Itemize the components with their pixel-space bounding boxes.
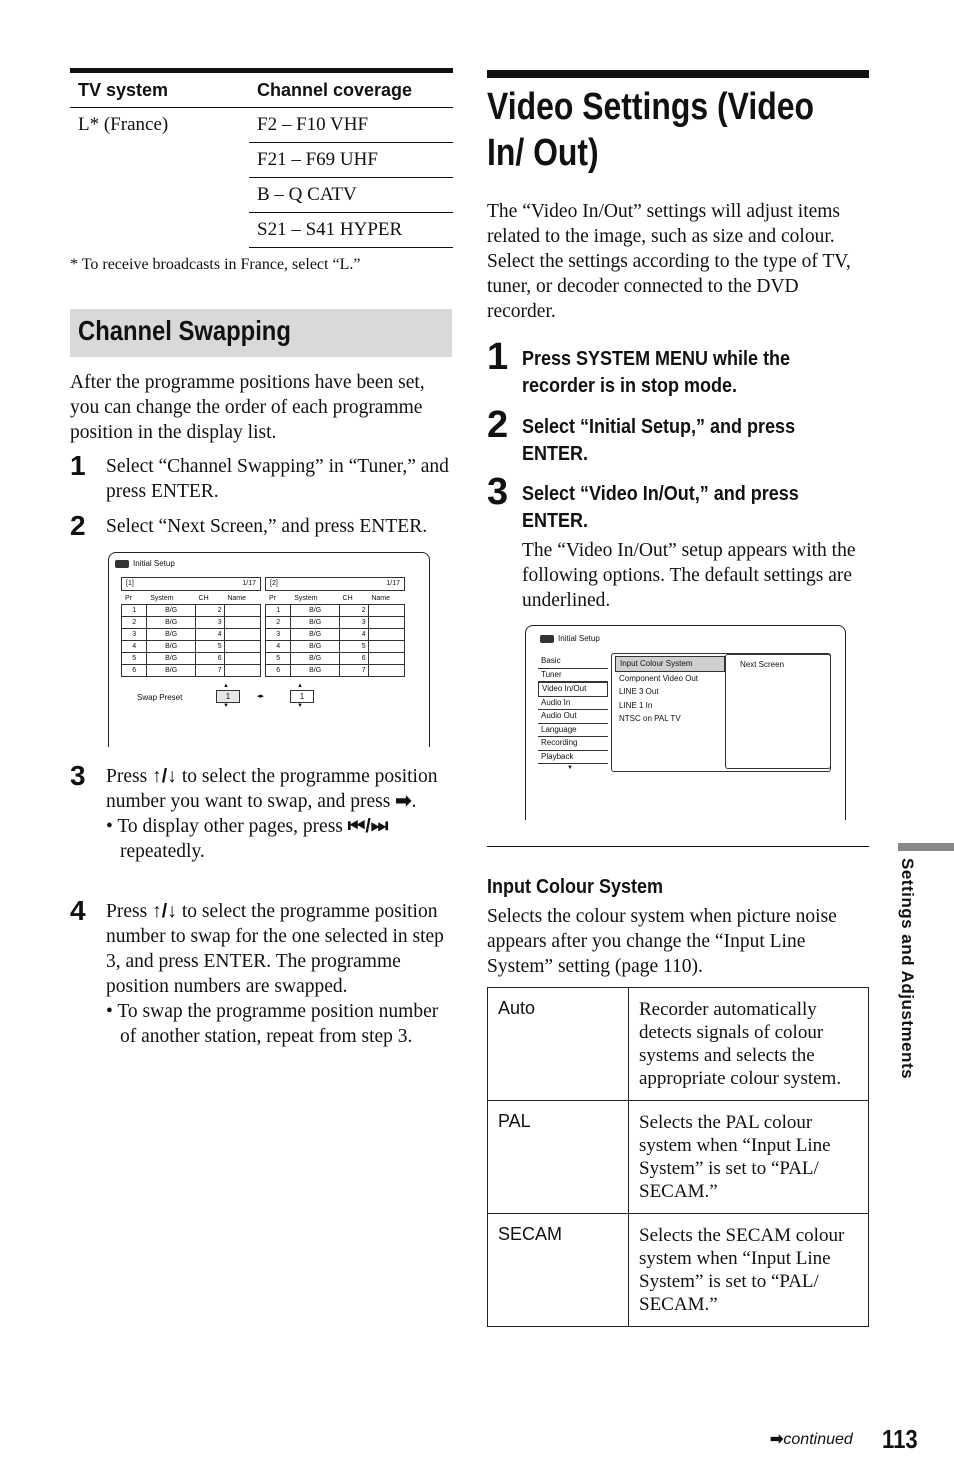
cell-name: [368, 629, 404, 641]
panel-header: [265, 577, 405, 591]
cell-name: [368, 605, 404, 617]
step-4-text: [106, 899, 451, 1049]
option-value: Selects the PAL colour system when “Input Line System” is set to “PAL/ SECAM.”: [629, 1101, 869, 1214]
cell-name: [224, 653, 260, 665]
column-header: Name: [227, 595, 247, 602]
page-title: Video Settings (Video In/ Out): [487, 86, 814, 174]
menu-item[interactable]: Audio Out: [538, 710, 608, 724]
cell-sys: B/G: [147, 641, 195, 653]
column-headers: [265, 594, 405, 604]
cell-pr: 2: [266, 617, 291, 629]
prev-next-icon: ⏮/⏭: [347, 815, 389, 837]
option-item[interactable]: NTSC on PAL TV: [619, 714, 681, 723]
options-panel: [611, 653, 831, 772]
cell-name: [368, 653, 404, 665]
menu-item[interactable]: Basic: [538, 655, 608, 669]
right-arrow-icon: ➡: [395, 790, 412, 812]
up-down-arrow-icon: ↑/↓: [152, 765, 177, 787]
cell-ch: 7: [195, 665, 224, 677]
cell-sys: B/G: [147, 605, 195, 617]
channel-table: [265, 604, 405, 677]
cell-sys: B/G: [291, 629, 339, 641]
up-arrow-icon: ▲: [223, 683, 229, 689]
option-key: PAL: [488, 1101, 629, 1214]
cell-ch: 5: [339, 641, 368, 653]
cell-pr: 2: [122, 617, 147, 629]
cell-sys: B/G: [291, 641, 339, 653]
step-text: Press: [106, 901, 153, 922]
step-line: Select “Video In/Out,” and press: [522, 483, 799, 505]
cell-pr: 5: [122, 653, 147, 665]
side-tab-label: Settings and Adjustments: [898, 858, 917, 1080]
channel-swap-screen: [108, 552, 430, 747]
next-screen-option[interactable]: Next Screen: [740, 660, 785, 669]
table-row[interactable]: [122, 617, 261, 629]
column-headers: [121, 594, 261, 604]
panel-label: [2]: [270, 580, 278, 587]
cell-name: [368, 641, 404, 653]
table-row[interactable]: [266, 629, 405, 641]
step-text: Select “Next Screen,” and press ENTER.: [106, 516, 428, 537]
option-item[interactable]: Input Colour System: [615, 656, 725, 672]
table-row[interactable]: [122, 653, 261, 665]
step-number: 2: [487, 404, 509, 446]
screen-title: Initial Setup: [558, 634, 600, 643]
bullet-text: repeatedly.: [120, 841, 205, 862]
cell-pr: 4: [122, 641, 147, 653]
step-3-description: The “Video In/Out” setup appears with the following options. The default settings are underlined.: [522, 540, 856, 611]
step-line: ENTER.: [522, 510, 589, 532]
step-number: 3: [487, 471, 509, 513]
menu-item[interactable]: Tuner: [538, 669, 608, 683]
channel-swapping-intro: After the programme positions have been set, you can change the order of each programme position in the display list.: [70, 372, 425, 443]
channel-swapping-header: [70, 309, 452, 357]
cell-pr: 4: [266, 641, 291, 653]
up-arrow-icon: ▲: [297, 683, 303, 689]
input-colour-description: Selects the colour system when picture noise appears after you change the “Input Line System” setting (page 110).: [487, 906, 837, 977]
bullet-text: • To display other pages, press: [106, 816, 348, 837]
step-bullet: [106, 814, 451, 864]
column-header: Pr: [269, 595, 276, 602]
panel-header: [121, 577, 261, 591]
step-line: Select “Initial Setup,” and press: [522, 416, 796, 438]
column-header: System: [150, 595, 174, 602]
cell-pr: 3: [122, 629, 147, 641]
cell-ch: 6: [195, 653, 224, 665]
cell-name: [224, 641, 260, 653]
cell-pr: 6: [122, 665, 147, 677]
page-number: 113: [882, 1424, 918, 1454]
down-arrow-icon: ▼: [567, 765, 573, 771]
swap-panel: [265, 577, 405, 677]
table-row[interactable]: [266, 653, 405, 665]
tv-table-footnote: * To receive broadcasts in France, select “L.”: [70, 256, 361, 273]
table-row[interactable]: [266, 617, 405, 629]
continued-arrow-icon: ➡: [770, 1431, 784, 1448]
cell-name: [368, 665, 404, 677]
cell-name: [368, 617, 404, 629]
coverage-cell: F21 – F69 UHF: [249, 143, 453, 178]
menu-item[interactable]: Recording: [538, 737, 608, 751]
option-item[interactable]: Component Video Out: [619, 673, 699, 683]
cell-ch: 4: [339, 629, 368, 641]
table-row[interactable]: [266, 641, 405, 653]
title-rule: [487, 70, 869, 78]
video-in-out-screen: [525, 625, 846, 820]
tv-system-section: [70, 68, 453, 274]
step-heading: [522, 346, 790, 400]
toolbox-icon: [115, 560, 129, 568]
column-header: Name: [371, 595, 391, 602]
step-line: ENTER.: [522, 443, 589, 465]
menu-item[interactable]: Language: [538, 724, 608, 738]
swap-panel: [121, 577, 261, 677]
step-heading: [522, 481, 799, 535]
panel-page: 1/17: [386, 580, 400, 587]
cell-sys: B/G: [147, 665, 195, 677]
cell-ch: 2: [195, 605, 224, 617]
cell-sys: B/G: [147, 617, 195, 629]
cell-ch: 5: [195, 641, 224, 653]
screen-header: [540, 634, 600, 643]
input-colour-heading: Input Colour System: [487, 876, 664, 898]
continued-note: [770, 1429, 853, 1449]
step-line: recorder is in stop mode.: [522, 375, 738, 397]
cell-pr: 5: [266, 653, 291, 665]
screen-title: Initial Setup: [133, 559, 175, 568]
cell-sys: B/G: [291, 653, 339, 665]
step-line: Press SYSTEM MENU while the: [522, 348, 791, 370]
step-number: 2: [70, 510, 86, 541]
table-row[interactable]: [122, 605, 261, 617]
cell-sys: B/G: [291, 605, 339, 617]
up-down-arrow-icon: ↑/↓: [152, 900, 177, 922]
column-header: Pr: [125, 595, 132, 602]
cell-name: [224, 665, 260, 677]
step-text: to select the programme position number you want to swap, and press: [106, 766, 438, 812]
section-title: Channel Swapping: [78, 315, 291, 346]
cell-ch: 7: [339, 665, 368, 677]
table-row[interactable]: [266, 665, 405, 677]
cell-pr: 3: [266, 629, 291, 641]
coverage-cell: B – Q CATV: [249, 178, 453, 213]
option-key: SECAM: [488, 1214, 629, 1327]
table-row[interactable]: [122, 641, 261, 653]
option-item[interactable]: LINE 1 In: [619, 700, 653, 710]
step-number: 4: [70, 895, 86, 926]
tv-system-cell: L* (France): [78, 114, 169, 135]
table-row[interactable]: [122, 665, 261, 677]
step-3-text: [106, 764, 451, 864]
option-value: Selects the SECAM colour system when “Input Line System” is set to “PAL/ SECAM.”: [629, 1214, 869, 1327]
coverage-cell: F2 – F10 VHF: [249, 108, 453, 143]
cell-pr: 1: [266, 605, 291, 617]
panel-page: 1/17: [242, 580, 256, 587]
cell-ch: 3: [195, 617, 224, 629]
col-header-tv-system: TV system: [70, 71, 249, 108]
step-heading: [522, 414, 795, 468]
column-header: CH: [342, 595, 353, 602]
step-number: 1: [487, 336, 509, 378]
tv-system-table: [70, 68, 453, 248]
cell-ch: 3: [339, 617, 368, 629]
menu-item[interactable]: Playback: [538, 751, 608, 765]
table-row[interactable]: [266, 605, 405, 617]
menu-item[interactable]: Video In/Out: [538, 682, 608, 697]
swap-preset-label: Swap Preset: [137, 693, 183, 702]
video-settings-intro: The “Video In/Out” settings will adjust items related to the image, such as size and colour. Select the settings according to the type of TV, tuner, or decoder connected to the DVD recorder.: [487, 201, 851, 322]
coverage-cell: S21 – S41 HYPER: [249, 213, 453, 248]
cell-ch: 2: [339, 605, 368, 617]
down-arrow-icon: ▼: [297, 703, 303, 709]
step-bullet: • To swap the programme position number of another station, repeat from step 3.: [106, 1001, 439, 1047]
continued-text: continued: [783, 1431, 853, 1448]
screen-header: [115, 559, 175, 568]
channel-table: [121, 604, 261, 677]
side-tab-marker: [898, 843, 954, 851]
cell-sys: B/G: [291, 665, 339, 677]
submenu-panel: [725, 654, 831, 769]
cell-sys: B/G: [291, 617, 339, 629]
option-key: Auto: [488, 988, 629, 1101]
cell-sys: B/G: [147, 629, 195, 641]
step-number: 1: [70, 450, 86, 481]
cell-name: [224, 629, 260, 641]
cell-name: [224, 617, 260, 629]
col-header-channel-coverage: Channel coverage: [249, 71, 453, 108]
step-text: Select “Channel Swapping” in “Tuner,” and press ENTER.: [106, 456, 449, 502]
cell-pr: 1: [122, 605, 147, 617]
left-right-arrow-icon: ◂▸: [257, 693, 265, 700]
swap-right-box[interactable]: 1: [290, 690, 314, 703]
panel-label: [1]: [126, 580, 134, 587]
step-text: Press: [106, 766, 153, 787]
toolbox-icon: [540, 635, 554, 643]
cell-ch: 4: [195, 629, 224, 641]
cell-pr: 6: [266, 665, 291, 677]
divider: [487, 846, 869, 847]
menu-item[interactable]: Audio In: [538, 697, 608, 711]
cell-ch: 6: [339, 653, 368, 665]
swap-left-box[interactable]: 1: [216, 690, 240, 703]
option-value: Recorder automatically detects signals of colour systems and selects the appropriate colour system.: [629, 988, 869, 1101]
input-colour-options-table: [487, 987, 869, 1327]
column-header: CH: [198, 595, 209, 602]
cell-sys: B/G: [147, 653, 195, 665]
down-arrow-icon: ▼: [223, 703, 229, 709]
step-text: .: [411, 791, 417, 812]
cell-name: [224, 605, 260, 617]
step-number: 3: [70, 760, 86, 791]
option-item[interactable]: LINE 3 Out: [619, 687, 659, 696]
table-row[interactable]: [122, 629, 261, 641]
step-text: to select the programme position number to swap for the one selected in step 3, and press ENTER. The programme position numbers are swapped.: [106, 901, 444, 997]
column-header: System: [294, 595, 318, 602]
